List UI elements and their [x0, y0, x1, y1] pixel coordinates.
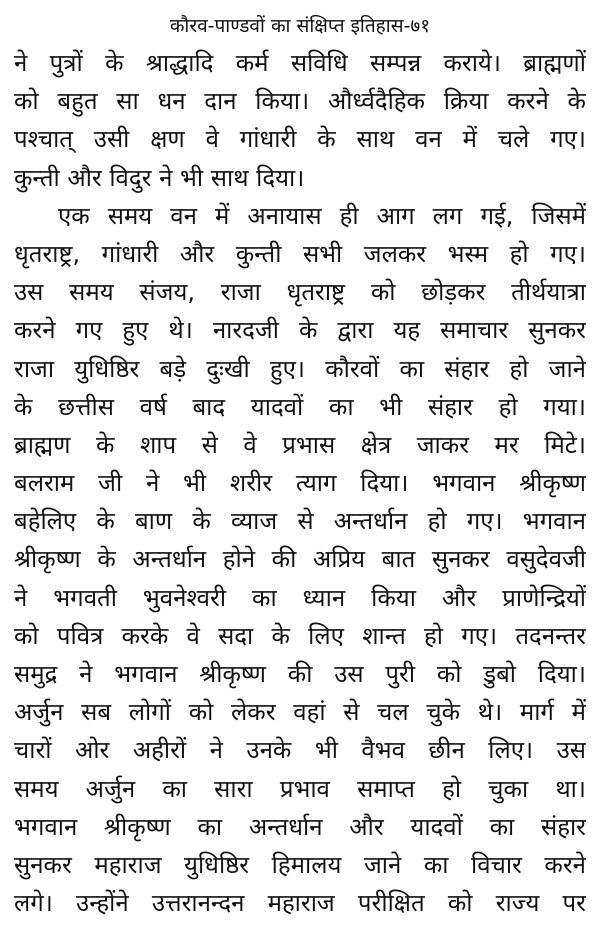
text-line: सुनकर महाराज युधिष्ठिर हिमालय जाने का विचार करने: [14, 850, 586, 879]
text-line: ब्राह्मण के शाप से वे प्रभास क्षेत्र जाकर मर मिटे।: [14, 430, 586, 459]
text-line: पश्चात् उसी क्षण वे गांधारी के साथ वन में चले गए।: [14, 125, 586, 154]
text-line: भगवान श्रीकृष्ण का अन्तर्धान और यादवों का संहार: [14, 812, 586, 841]
text-line: बलराम जी ने भी शरीर त्याग दिया। भगवान श्रीकृष्ण: [14, 469, 586, 498]
text-line: समुद्र ने भगवान श्रीकृष्ण की उस पुरी को डुबो दिया।: [14, 660, 586, 688]
text-line: बहेलिए के बाण के व्याज से अन्तर्धान हो गए। भगवान: [14, 507, 586, 536]
text-line: समय अर्जुन का सारा प्रभाव समाप्त हो चुका था।: [14, 774, 586, 803]
running-header: कौरव-पाण्डवों का संक्षिप्त इतिहास-७१: [169, 15, 431, 37]
paragraph-start-line: एक समय वन में अनायास ही आग लग गई, जिसमें: [58, 201, 586, 230]
text-line: चारों ओर अहीरों ने उनके भी वैभव छीन लिए। उस: [14, 736, 586, 765]
body-text: [14, 44, 586, 922]
text-line: उस समय संजय, राजा धृतराष्ट्र को छोड़कर तीर्थयात्रा: [14, 278, 586, 307]
text-line: को पवित्र करके वे सदा के लिए शान्त हो गए। तदनन्तर: [14, 621, 586, 650]
text-line: धृतराष्ट्र, गांधारी और कुन्ती सभी जलकर भस्म हो गए।: [14, 239, 586, 268]
text-line: राजा युधिष्ठिर बड़े दुःखी हुए। कौरवों का संहार हो जाने: [14, 354, 586, 383]
paragraph-end-line: कुन्ती और विदुर ने भी साथ दिया।: [14, 163, 305, 192]
text-line: करने गए हुए थे। नारदजी के द्वारा यह समाचार सुनकर: [14, 316, 586, 345]
text-line: के छत्तीस वर्ष बाद यादवों का भी संहार हो गया।: [14, 392, 586, 421]
text-line: लगे। उन्होंने उत्तरानन्दन महाराज परीक्षित को राज्य पर: [14, 889, 586, 918]
text-line: अर्जुन सब लोगों को लेकर वहां से चल चुके थे। मार्ग में: [14, 698, 586, 727]
text-line: श्रीकृष्ण के अन्तर्धान होने की अप्रिय बात सुनकर वसुदेवजी: [14, 545, 586, 574]
text-line: को बहुत सा धन दान किया। और्ध्वदैहिक क्रिया करने के: [14, 87, 586, 116]
text-line: ने भगवती भुवनेश्वरी का ध्यान किया और प्राणेन्द्रियों: [14, 583, 586, 612]
text-line: ने पुत्रों के श्राद्धादि कर्म सविधि सम्पन्न कराये। ब्राह्मणों: [14, 49, 586, 77]
